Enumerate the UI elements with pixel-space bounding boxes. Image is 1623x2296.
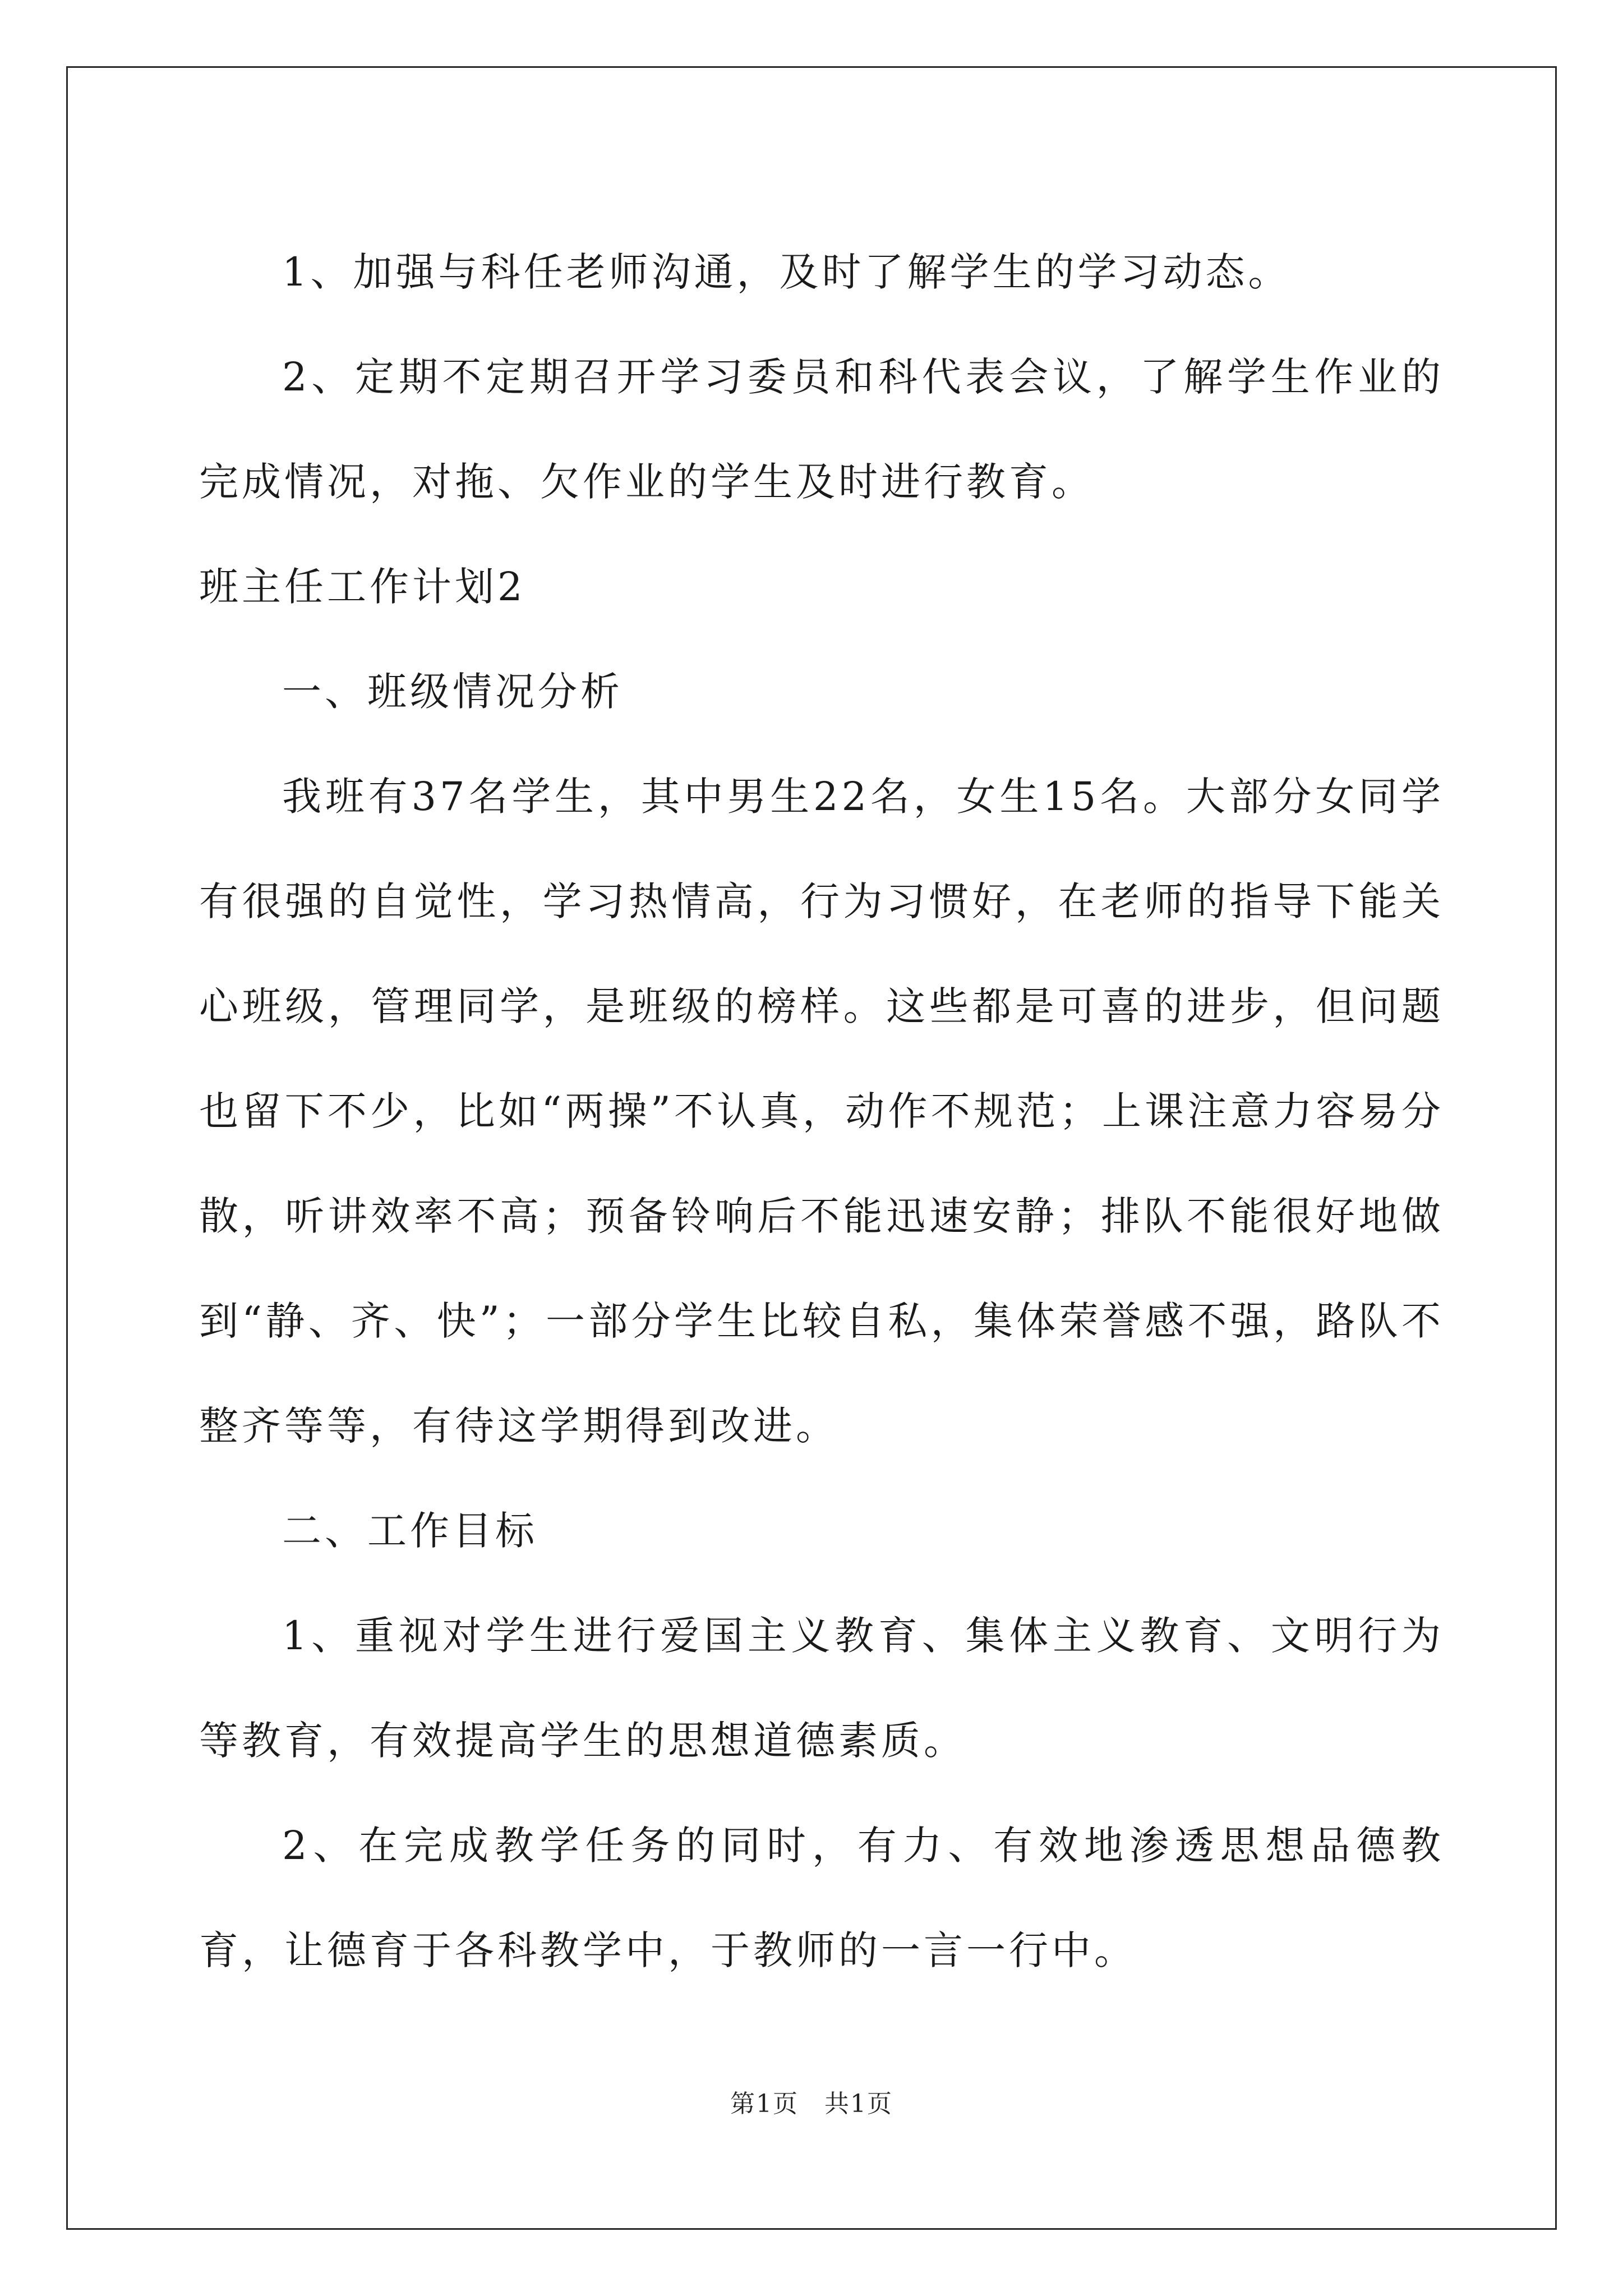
paragraph-goal-1: 1、重视对学生进行爱国主义教育、集体主义教育、文明行为等教育，有效提高学生的思想道德素质。 — [199, 1613, 1444, 1764]
paragraph-class-analysis: 我班有37名学生，其中男生22名，女生15名。大部分女同学有很强的自觉性，学习热情高，行为习惯好，在老师的指导下能关心班级，管理同学，是班级的榜样。这些都是可喜的进步，但问题也留下不少，比如“两操”不认真，动作不规范；上课注意力容易分散，听讲效率不高；预备铃响后不能迅速安静；排队不能很好地做到“静、齐、快”；一部分学生比较自私，集体荣誉感不强，路队不整齐等等，有待这学期得到改进。 — [199, 774, 1444, 1449]
paragraph-1: 1、加强与科任老师沟通，及时了解学生的学习动态。 — [282, 249, 1291, 295]
paragraph-2: 2、定期不定期召开学习委员和科代表会议，了解学生作业的完成情况，对拖、欠作业的学生及时进行教育。 — [199, 354, 1444, 505]
paragraph-goal-2: 2、在完成教学任务的同时，有力、有效地渗透思想品德教育，让德育于各科教学中，于教师的一言一行中。 — [199, 1823, 1444, 1973]
document-body — [199, 220, 1444, 2003]
heading-work-goals: 二、工作目标 — [282, 1508, 538, 1554]
section-title: 班主任工作计划2 — [199, 564, 526, 610]
page-number-footer: 第1页 共1页 — [730, 2090, 893, 2118]
heading-class-analysis: 一、班级情况分析 — [282, 669, 623, 715]
